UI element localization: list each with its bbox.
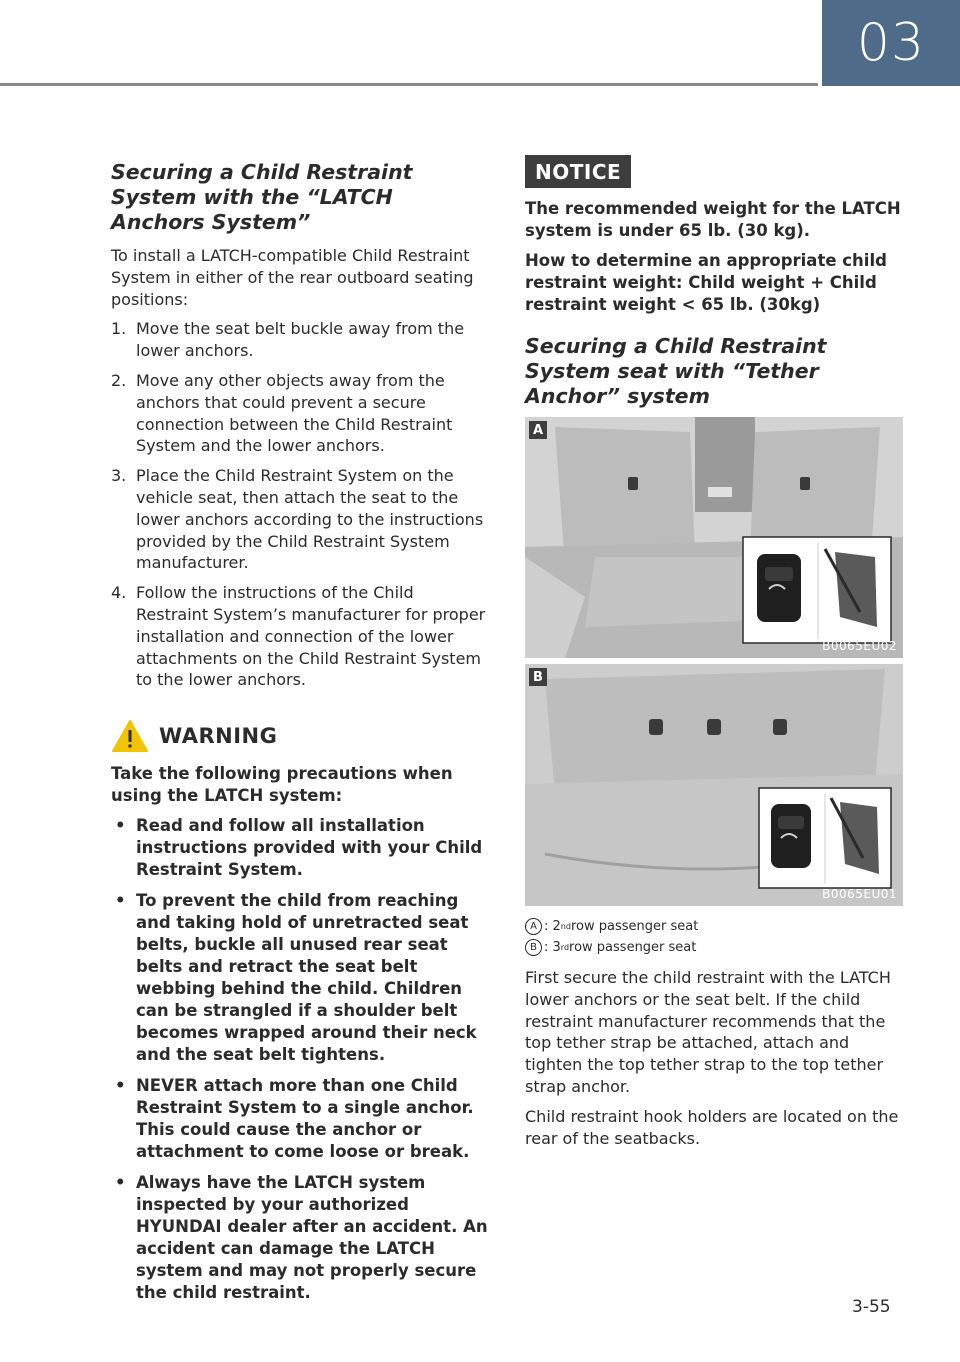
- tether-paragraph-2: Child restraint hook holders are located on the rear of the seatbacks.: [525, 1106, 899, 1148]
- third-row-seatback-image: [525, 664, 903, 906]
- notice-label: NOTICE: [525, 155, 631, 188]
- left-column: [111, 160, 489, 1313]
- caption-a-marker: A: [525, 918, 542, 935]
- photo-b-code: B0065EU01: [822, 887, 897, 901]
- warning-item: • Always have the LATCH system inspected by your authorized HYUNDAI dealer after an accident. An accident can damage the LATCH system and may not properly secure the child restraint.: [115, 1173, 488, 1303]
- photo-second-row-seatbacks: [525, 417, 903, 658]
- notice-line-2: How to determine an appropriate child restraint weight: Child weight + Child restraint weight < 65 lb. (30kg): [525, 251, 887, 314]
- caption-a: A : 2 nd row passenger seat: [525, 916, 903, 937]
- step-item: 4. Follow the instructions of the Child Restraint System’s manufacturer for proper installation and connection of the lower attachments on the Child Restraint System to the lower anchors.: [111, 583, 486, 690]
- tether-section-title: Securing a Child Restraint System seat with “Tether Anchor” system: [525, 334, 827, 408]
- caption-b-marker: B: [525, 939, 542, 956]
- warning-header: [111, 719, 489, 753]
- warning-item: • NEVER attach more than one Child Restraint System to a single anchor. This could cause the anchor or attachment to come loose or break.: [115, 1076, 474, 1162]
- tether-paragraph-1: First secure the child restraint with the LATCH lower anchors or the seat belt. If the child restraint manufacturer recommends that the top tether strap be attached, attach and tighten the top tether strap to the top tether strap anchor.: [525, 968, 891, 1096]
- caption-b: B : 3 rd row passenger seat: [525, 937, 903, 958]
- warning-item: • Read and follow all installation instructions provided with your Child Restraint System.: [115, 816, 483, 880]
- header-rule: [0, 83, 818, 86]
- step-item: 1. Move the seat belt buckle away from the lower anchors.: [111, 319, 465, 361]
- notice-line-1: The recommended weight for the LATCH system is under 65 lb. (30 kg).: [525, 199, 901, 240]
- latch-section-title: Securing a Child Restraint System with the “LATCH Anchors System”: [111, 160, 413, 234]
- warning-item: • To prevent the child from reaching and taking hold of unretracted seat belts, buckle all unused rear seat belts and retract the seat belt webbing behind the child. Children can be strangled if a shoulder belt becomes wrapped around their neck and the seat belt tightens.: [115, 891, 477, 1065]
- right-column: [525, 155, 903, 1157]
- step-item: 3. Place the Child Restraint System on the vehicle seat, then attach the seat to the lower anchors according to the instructions provided by the Child Restraint System manufacturer.: [111, 466, 484, 573]
- warning-list: [111, 815, 489, 1304]
- latch-intro: To install a LATCH-compatible Child Restraint System in either of the rear outboard seating positions:: [111, 246, 474, 309]
- photo-b-label: B: [529, 668, 547, 686]
- photo-third-row-seatbacks: [525, 664, 903, 906]
- chapter-tab: 03: [822, 0, 960, 86]
- page-number: 3-55: [852, 1297, 891, 1317]
- photo-a-label: A: [529, 421, 547, 439]
- warning-title: WARNING: [159, 724, 278, 749]
- install-steps: [111, 318, 489, 691]
- step-item: 2. Move any other objects away from the anchors that could prevent a secure connection between the Child Restraint System and the lower anchors.: [111, 370, 453, 456]
- warning-lead: Take the following precautions when using the LATCH system:: [111, 764, 453, 806]
- warning-triangle-icon: [111, 719, 149, 753]
- photo-a-code: B0065EU02: [822, 639, 897, 653]
- cargo-seatback-image: [525, 417, 903, 658]
